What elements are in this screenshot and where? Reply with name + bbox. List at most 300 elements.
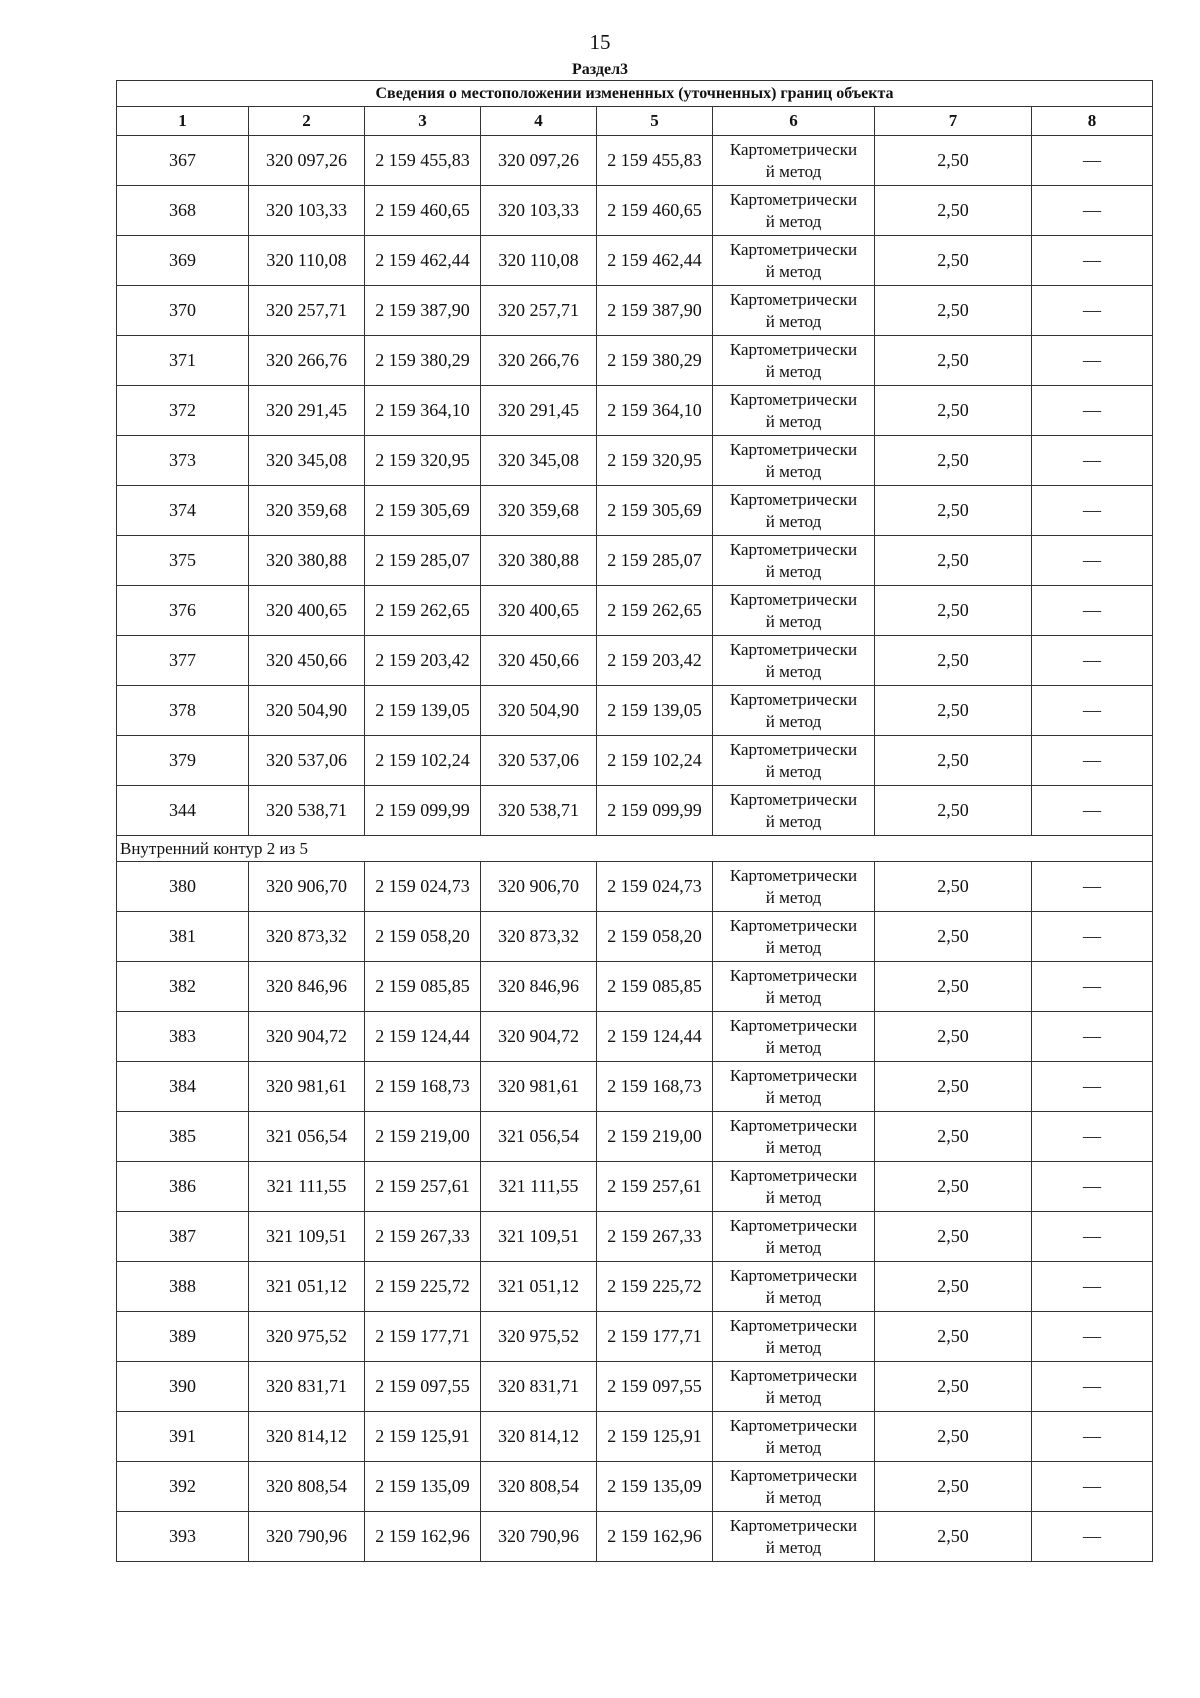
x-new-cell: 320 808,54 [481,1462,597,1512]
x-new-cell: 320 906,70 [481,862,597,912]
y-existing-cell: 2 159 168,73 [365,1062,481,1112]
method-text-line1: Картометрически [729,639,858,659]
x-new-cell: 320 831,71 [481,1362,597,1412]
method-cell [713,186,875,236]
x-new-cell: 320 846,96 [481,962,597,1012]
y-existing-cell: 2 159 124,44 [365,1012,481,1062]
method-text-line1: Картометрически [729,689,858,709]
accuracy-cell: 2,50 [875,1162,1032,1212]
description-cell: — [1032,186,1153,236]
column-header: 2 [249,107,365,136]
point-number-cell: 369 [117,236,249,286]
y-existing-cell: 2 159 219,00 [365,1112,481,1162]
method-cell [713,336,875,386]
method-text-line1: Картометрически [729,1065,858,1085]
method-text-line2: й метод [765,1287,822,1307]
method-text-line1: Картометрически [729,1265,858,1285]
table-row [117,1162,1153,1212]
method-cell [713,1312,875,1362]
method-text-line1: Картометрически [729,539,858,559]
method-cell [713,912,875,962]
point-number-cell: 386 [117,1162,249,1212]
point-number-cell: 383 [117,1012,249,1062]
accuracy-cell: 2,50 [875,1212,1032,1262]
accuracy-cell: 2,50 [875,1462,1032,1512]
x-new-cell: 321 109,51 [481,1212,597,1262]
y-new-cell: 2 159 387,90 [597,286,713,336]
y-new-cell: 2 159 320,95 [597,436,713,486]
y-existing-cell: 2 159 262,65 [365,586,481,636]
point-number-cell: 388 [117,1262,249,1312]
accuracy-cell: 2,50 [875,912,1032,962]
point-number-cell: 371 [117,336,249,386]
method-text-line1: Картометрически [729,1365,858,1385]
point-number-cell: 370 [117,286,249,336]
method-text-line1: Картометрически [729,915,858,935]
table-row [117,286,1153,336]
x-existing-cell: 321 056,54 [249,1112,365,1162]
x-new-cell: 320 097,26 [481,136,597,186]
y-new-cell: 2 159 267,33 [597,1212,713,1262]
accuracy-cell: 2,50 [875,962,1032,1012]
method-cell [713,286,875,336]
y-existing-cell: 2 159 364,10 [365,386,481,436]
accuracy-cell: 2,50 [875,136,1032,186]
x-new-cell: 320 291,45 [481,386,597,436]
y-new-cell: 2 159 168,73 [597,1062,713,1112]
y-new-cell: 2 159 177,71 [597,1312,713,1362]
x-new-cell: 320 975,52 [481,1312,597,1362]
table-row [117,1062,1153,1112]
x-new-cell: 320 537,06 [481,736,597,786]
point-number-cell: 375 [117,536,249,586]
description-cell: — [1032,586,1153,636]
method-text-line1: Картометрически [729,389,858,409]
x-new-cell: 320 266,76 [481,336,597,386]
accuracy-cell: 2,50 [875,686,1032,736]
point-number-cell: 372 [117,386,249,436]
method-text-line1: Картометрически [729,1215,858,1235]
y-existing-cell: 2 159 305,69 [365,486,481,536]
x-existing-cell: 321 051,12 [249,1262,365,1312]
table-row [117,686,1153,736]
method-text-line1: Картометрически [729,489,858,509]
accuracy-cell: 2,50 [875,1362,1032,1412]
method-cell [713,1162,875,1212]
accuracy-cell: 2,50 [875,636,1032,686]
method-text-line2: й метод [765,361,822,381]
y-existing-cell: 2 159 320,95 [365,436,481,486]
x-new-cell: 320 400,65 [481,586,597,636]
x-existing-cell: 320 110,08 [249,236,365,286]
method-cell [713,1362,875,1412]
method-cell [713,1112,875,1162]
table-row [117,862,1153,912]
table-row [117,236,1153,286]
description-cell: — [1032,862,1153,912]
method-text-line1: Картометрически [729,1015,858,1035]
y-new-cell: 2 159 162,96 [597,1512,713,1562]
y-existing-cell: 2 159 085,85 [365,962,481,1012]
x-new-cell: 320 504,90 [481,686,597,736]
method-text-line2: й метод [765,411,822,431]
accuracy-cell: 2,50 [875,1062,1032,1112]
description-cell: — [1032,486,1153,536]
point-number-cell: 391 [117,1412,249,1462]
x-existing-cell: 320 504,90 [249,686,365,736]
x-existing-cell: 320 103,33 [249,186,365,236]
description-cell: — [1032,1212,1153,1262]
point-number-cell: 389 [117,1312,249,1362]
x-existing-cell: 320 537,06 [249,736,365,786]
description-cell: — [1032,1312,1153,1362]
y-existing-cell: 2 159 455,83 [365,136,481,186]
table-row [117,1212,1153,1262]
x-existing-cell: 320 846,96 [249,962,365,1012]
y-existing-cell: 2 159 257,61 [365,1162,481,1212]
y-new-cell: 2 159 285,07 [597,536,713,586]
x-existing-cell: 320 380,88 [249,536,365,586]
accuracy-cell: 2,50 [875,1262,1032,1312]
table-row [117,136,1153,186]
point-number-cell: 387 [117,1212,249,1262]
x-existing-cell: 320 981,61 [249,1062,365,1112]
description-cell: — [1032,1462,1153,1512]
point-number-cell: 374 [117,486,249,536]
method-text-line1: Картометрически [729,289,858,309]
table-row [117,1462,1153,1512]
x-new-cell: 320 359,68 [481,486,597,536]
y-new-cell: 2 159 225,72 [597,1262,713,1312]
x-existing-cell: 320 450,66 [249,636,365,686]
method-text-line1: Картометрически [729,739,858,759]
y-existing-cell: 2 159 099,99 [365,786,481,836]
x-new-cell: 320 814,12 [481,1412,597,1462]
y-new-cell: 2 159 462,44 [597,236,713,286]
method-text-line1: Картометрически [729,239,858,259]
table-row [117,1262,1153,1312]
x-existing-cell: 320 873,32 [249,912,365,962]
y-existing-cell: 2 159 203,42 [365,636,481,686]
method-text-line2: й метод [765,1137,822,1157]
x-existing-cell: 320 904,72 [249,1012,365,1062]
table-row [117,786,1153,836]
y-existing-cell: 2 159 125,91 [365,1412,481,1462]
accuracy-cell: 2,50 [875,586,1032,636]
x-new-cell: 320 345,08 [481,436,597,486]
x-existing-cell: 320 097,26 [249,136,365,186]
description-cell: — [1032,736,1153,786]
x-existing-cell: 320 538,71 [249,786,365,836]
x-new-cell: 320 904,72 [481,1012,597,1062]
method-text-line2: й метод [765,1037,822,1057]
x-new-cell: 321 056,54 [481,1112,597,1162]
description-cell: — [1032,962,1153,1012]
y-new-cell: 2 159 219,00 [597,1112,713,1162]
method-text-line2: й метод [765,987,822,1007]
point-number-cell: 368 [117,186,249,236]
method-cell [713,436,875,486]
table-row [117,386,1153,436]
method-text-line2: й метод [765,811,822,831]
column-header: 1 [117,107,249,136]
x-new-cell: 320 110,08 [481,236,597,286]
accuracy-cell: 2,50 [875,1312,1032,1362]
table-row [117,536,1153,586]
method-cell [713,1212,875,1262]
x-existing-cell: 320 808,54 [249,1462,365,1512]
accuracy-cell: 2,50 [875,862,1032,912]
method-cell [713,786,875,836]
table-row [117,186,1153,236]
description-cell: — [1032,1162,1153,1212]
y-existing-cell: 2 159 380,29 [365,336,481,386]
section-title: Раздел3 [571,61,629,78]
x-new-cell: 320 257,71 [481,286,597,336]
accuracy-cell: 2,50 [875,1412,1032,1462]
method-text-line2: й метод [765,1537,822,1557]
column-header: 7 [875,107,1032,136]
y-new-cell: 2 159 097,55 [597,1362,713,1412]
x-new-cell: 320 103,33 [481,186,597,236]
method-cell [713,1012,875,1062]
description-cell: — [1032,536,1153,586]
method-cell [713,1512,875,1562]
method-text-line2: й метод [765,1337,822,1357]
description-cell: — [1032,786,1153,836]
table-row [117,636,1153,686]
description-cell: — [1032,286,1153,336]
method-text-line2: й метод [765,211,822,231]
method-cell [713,586,875,636]
x-existing-cell: 320 400,65 [249,586,365,636]
y-existing-cell: 2 159 139,05 [365,686,481,736]
y-new-cell: 2 159 305,69 [597,486,713,536]
y-new-cell: 2 159 135,09 [597,1462,713,1512]
point-number-cell: 379 [117,736,249,786]
point-number-cell: 384 [117,1062,249,1112]
y-existing-cell: 2 159 162,96 [365,1512,481,1562]
table-row [117,436,1153,486]
point-number-cell: 393 [117,1512,249,1562]
method-text-line2: й метод [765,1237,822,1257]
description-cell: — [1032,1412,1153,1462]
column-header: 8 [1032,107,1153,136]
method-text-line1: Картометрически [729,189,858,209]
table-row [117,336,1153,386]
table-row [117,586,1153,636]
x-existing-cell: 320 266,76 [249,336,365,386]
point-number-cell: 382 [117,962,249,1012]
method-text-line2: й метод [765,561,822,581]
column-header: 4 [481,107,597,136]
method-text-line2: й метод [765,1387,822,1407]
description-cell: — [1032,1262,1153,1312]
method-cell [713,862,875,912]
accuracy-cell: 2,50 [875,736,1032,786]
column-header: 3 [365,107,481,136]
point-number-cell: 390 [117,1362,249,1412]
accuracy-cell: 2,50 [875,536,1032,586]
y-new-cell: 2 159 102,24 [597,736,713,786]
x-existing-cell: 320 831,71 [249,1362,365,1412]
y-new-cell: 2 159 380,29 [597,336,713,386]
method-text-line1: Картометрически [729,865,858,885]
point-number-cell: 373 [117,436,249,486]
y-new-cell: 2 159 099,99 [597,786,713,836]
point-number-cell: 376 [117,586,249,636]
method-text-line2: й метод [765,1487,822,1507]
y-new-cell: 2 159 460,65 [597,186,713,236]
column-header: 6 [713,107,875,136]
point-number-cell: 385 [117,1112,249,1162]
accuracy-cell: 2,50 [875,436,1032,486]
y-new-cell: 2 159 085,85 [597,962,713,1012]
method-text-line1: Картометрически [729,339,858,359]
accuracy-cell: 2,50 [875,286,1032,336]
y-new-cell: 2 159 024,73 [597,862,713,912]
method-text-line2: й метод [765,937,822,957]
column-header: 5 [597,107,713,136]
method-cell [713,962,875,1012]
x-new-cell: 320 450,66 [481,636,597,686]
method-text-line2: й метод [765,1187,822,1207]
table-caption: Сведения о местоположении измененных (уточненных) границ объекта [117,81,1153,107]
x-new-cell: 320 873,32 [481,912,597,962]
method-cell [713,486,875,536]
x-existing-cell: 320 906,70 [249,862,365,912]
method-text-line1: Картометрически [729,1465,858,1485]
method-text-line2: й метод [765,761,822,781]
y-existing-cell: 2 159 460,65 [365,186,481,236]
table-row [117,1312,1153,1362]
method-text-line2: й метод [765,1087,822,1107]
y-existing-cell: 2 159 102,24 [365,736,481,786]
y-existing-cell: 2 159 267,33 [365,1212,481,1262]
point-number-cell: 392 [117,1462,249,1512]
method-text-line2: й метод [765,161,822,181]
y-new-cell: 2 159 262,65 [597,586,713,636]
method-text-line2: й метод [765,661,822,681]
point-number-cell: 377 [117,636,249,686]
method-text-line1: Картометрически [729,1415,858,1435]
method-text-line2: й метод [765,611,822,631]
x-new-cell: 320 790,96 [481,1512,597,1562]
table-row [117,1362,1153,1412]
method-cell [713,386,875,436]
accuracy-cell: 2,50 [875,336,1032,386]
method-text-line2: й метод [765,711,822,731]
method-cell [713,686,875,736]
table-row [117,912,1153,962]
x-new-cell: 320 380,88 [481,536,597,586]
method-text-line1: Картометрически [729,139,858,159]
description-cell: — [1032,1062,1153,1112]
x-existing-cell: 321 111,55 [249,1162,365,1212]
method-text-line1: Картометрически [729,439,858,459]
method-text-line1: Картометрически [729,589,858,609]
y-new-cell: 2 159 257,61 [597,1162,713,1212]
x-new-cell: 321 051,12 [481,1262,597,1312]
inner-contour-label: Внутренний контур 2 из 5 [117,836,1153,862]
point-number-cell: 381 [117,912,249,962]
accuracy-cell: 2,50 [875,386,1032,436]
x-existing-cell: 320 257,71 [249,286,365,336]
point-number-cell: 378 [117,686,249,736]
y-existing-cell: 2 159 058,20 [365,912,481,962]
x-existing-cell: 320 975,52 [249,1312,365,1362]
table-row [117,486,1153,536]
y-new-cell: 2 159 125,91 [597,1412,713,1462]
y-new-cell: 2 159 058,20 [597,912,713,962]
description-cell: — [1032,436,1153,486]
method-cell [713,736,875,786]
method-text-line1: Картометрически [729,1115,858,1135]
method-cell [713,236,875,286]
method-cell [713,1062,875,1112]
table-row [117,736,1153,786]
point-number-cell: 380 [117,862,249,912]
method-cell [713,536,875,586]
method-text-line1: Картометрически [729,1315,858,1335]
description-cell: — [1032,236,1153,286]
method-text-line1: Картометрически [729,1165,858,1185]
x-new-cell: 320 538,71 [481,786,597,836]
y-existing-cell: 2 159 285,07 [365,536,481,586]
description-cell: — [1032,336,1153,386]
y-existing-cell: 2 159 177,71 [365,1312,481,1362]
accuracy-cell: 2,50 [875,186,1032,236]
method-cell [713,636,875,686]
x-existing-cell: 320 345,08 [249,436,365,486]
point-number-cell: 367 [117,136,249,186]
table-row [117,1112,1153,1162]
x-existing-cell: 320 359,68 [249,486,365,536]
column-header-row [117,107,1153,136]
method-text-line2: й метод [765,461,822,481]
table-row [117,1012,1153,1062]
y-existing-cell: 2 159 225,72 [365,1262,481,1312]
outer-contour-rows [117,136,1153,836]
method-text-line1: Картометрически [729,789,858,809]
description-cell: — [1032,912,1153,962]
y-existing-cell: 2 159 462,44 [365,236,481,286]
y-new-cell: 2 159 124,44 [597,1012,713,1062]
point-number-cell: 344 [117,786,249,836]
accuracy-cell: 2,50 [875,1512,1032,1562]
method-text-line2: й метод [765,261,822,281]
y-new-cell: 2 159 364,10 [597,386,713,436]
accuracy-cell: 2,50 [875,236,1032,286]
description-cell: — [1032,1362,1153,1412]
x-new-cell: 321 111,55 [481,1162,597,1212]
y-new-cell: 2 159 455,83 [597,136,713,186]
y-existing-cell: 2 159 387,90 [365,286,481,336]
description-cell: — [1032,686,1153,736]
method-text-line1: Картометрически [729,1515,858,1535]
y-new-cell: 2 159 203,42 [597,636,713,686]
description-cell: — [1032,1112,1153,1162]
boundary-coordinates-table [116,80,1153,1562]
y-existing-cell: 2 159 024,73 [365,862,481,912]
x-existing-cell: 321 109,51 [249,1212,365,1262]
table-row [117,1412,1153,1462]
method-text-line2: й метод [765,511,822,531]
x-existing-cell: 320 814,12 [249,1412,365,1462]
method-cell [713,136,875,186]
description-cell: — [1032,1512,1153,1562]
description-cell: — [1032,386,1153,436]
